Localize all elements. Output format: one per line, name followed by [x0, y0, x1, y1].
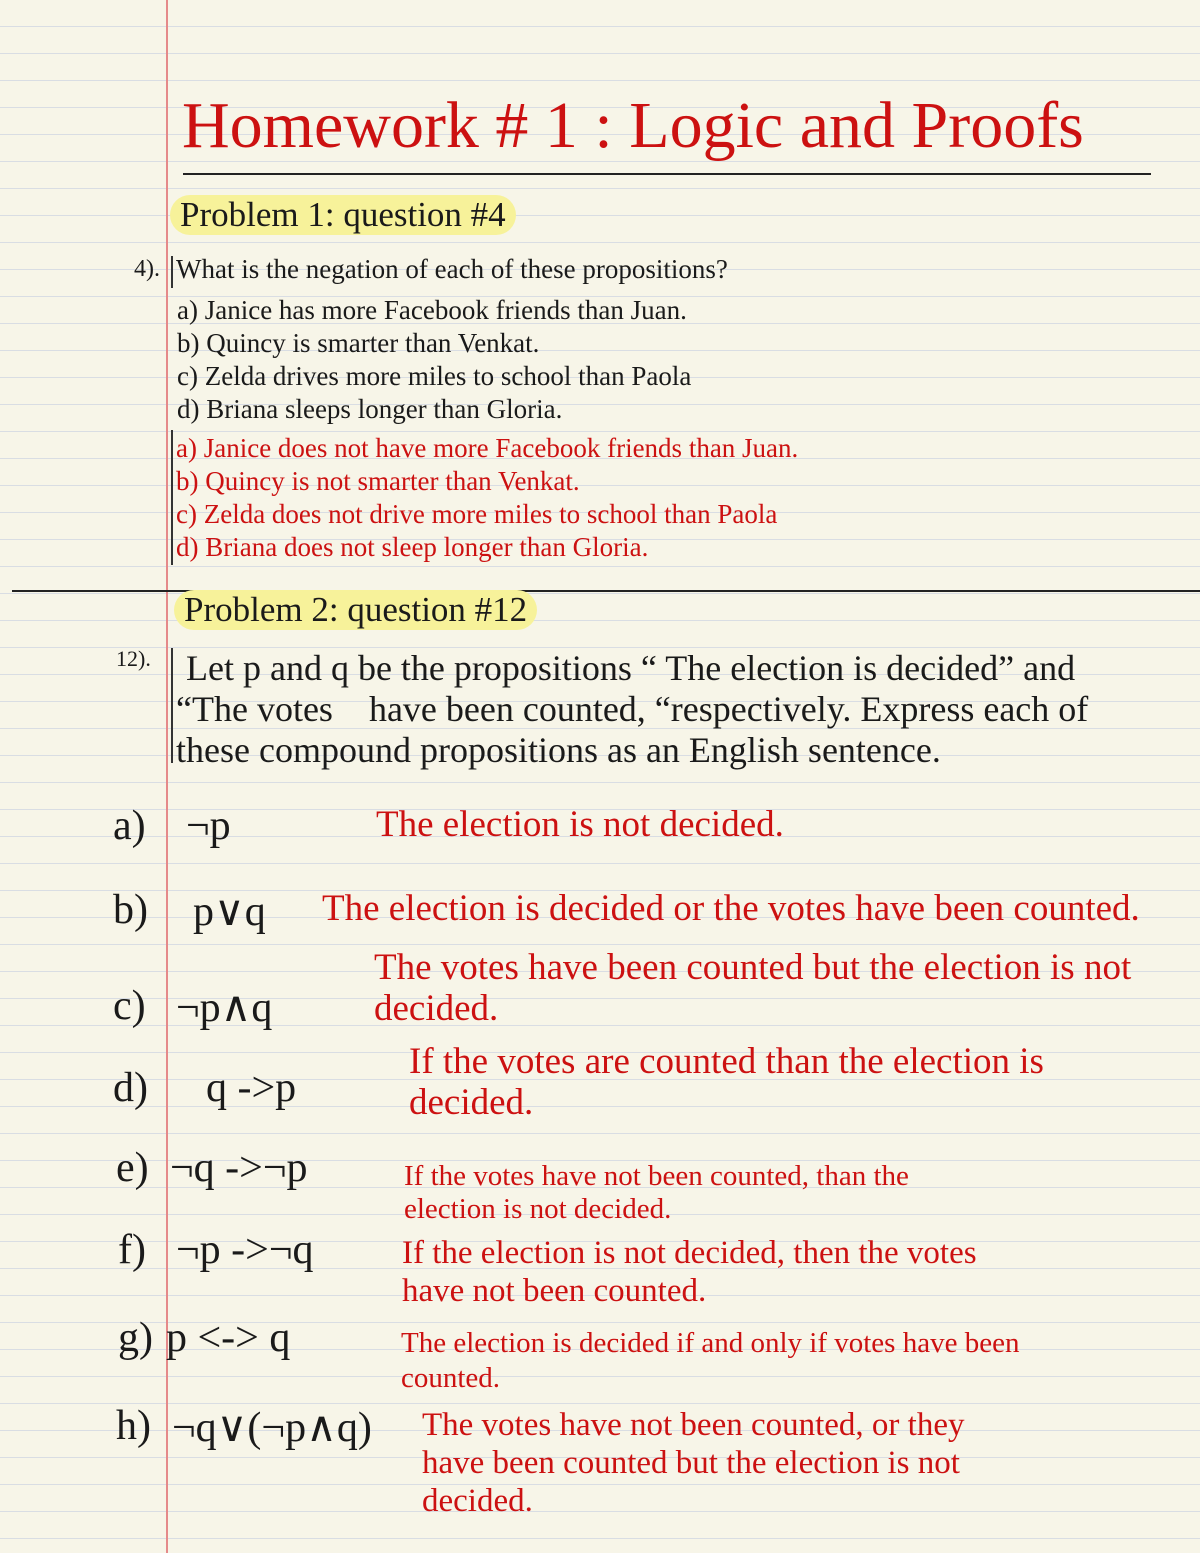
problem-2-number: 12). — [116, 646, 151, 671]
part-f-answer-line-1: If the election is not decided, then the votes — [402, 1235, 977, 1271]
problem-1-item-c: c) Zelda drives more miles to school than Paola — [177, 361, 692, 391]
part-c-answer-line-1: The votes have been counted but the election is not — [374, 947, 1132, 988]
part-h-expression: ¬q∨(¬p∧q) — [172, 1405, 372, 1451]
part-h-answer-line-2: have been counted but the election is not — [422, 1445, 960, 1481]
part-g-label: g) — [118, 1315, 153, 1361]
question-bracket — [171, 256, 173, 288]
part-b-expression: p∨q — [193, 889, 266, 935]
title-underline — [183, 173, 1151, 175]
part-a-expression: ¬p — [186, 803, 231, 849]
part-a-label: a) — [113, 803, 146, 849]
part-b-label: b) — [113, 887, 148, 933]
part-d-answer-line-2: decided. — [409, 1082, 534, 1123]
part-g-expression: p <-> q — [166, 1315, 291, 1361]
problem-2-question-line-2: “The votes have been counted, “respectively. Express each of — [176, 689, 1089, 729]
part-h-answer-line-3: decided. — [422, 1483, 533, 1519]
problem-1-answer-c: c) Zelda does not drive more miles to school than Paola — [176, 499, 778, 529]
part-f-answer-line-2: have not been counted. — [402, 1273, 707, 1309]
question-2-bracket — [171, 648, 173, 763]
problem-2-question-line-1: Let p and q be the propositions “ The election is decided” and — [186, 648, 1076, 688]
part-g-answer-line-2: counted. — [401, 1362, 501, 1394]
part-g-answer-line-1: The election is decided if and only if votes have been — [401, 1327, 1020, 1359]
problem-2-question-line-3: these compound propositions as an English sentence. — [176, 730, 941, 770]
problem-1-item-a: a) Janice has more Facebook friends than Juan. — [177, 295, 687, 325]
problem-1-heading: Problem 1: question #4 — [170, 195, 516, 235]
answer-bracket — [171, 430, 173, 565]
problem-2-heading: Problem 2: question #12 — [174, 590, 537, 630]
problem-1-item-d: d) Briana sleeps longer than Gloria. — [177, 394, 563, 424]
part-f-expression: ¬p ->¬q — [176, 1227, 314, 1273]
part-d-answer-line-1: If the votes are counted than the election is — [409, 1041, 1044, 1082]
problem-1-answer-b: b) Quincy is not smarter than Venkat. — [176, 466, 580, 496]
problem-1-question: What is the negation of each of these propositions? — [176, 254, 728, 284]
part-h-answer-line-1: The votes have not been counted, or they — [422, 1407, 965, 1443]
part-d-expression: q ->p — [206, 1065, 297, 1111]
part-e-label: e) — [116, 1145, 149, 1191]
part-e-answer-line-1: If the votes have not been counted, than the — [404, 1160, 909, 1192]
problem-1-answer-d: d) Briana does not sleep longer than Gloria. — [176, 532, 649, 562]
part-h-label: h) — [116, 1403, 151, 1449]
part-d-label: d) — [113, 1065, 148, 1111]
part-e-expression: ¬q ->¬p — [170, 1145, 308, 1191]
part-f-label: f) — [118, 1227, 146, 1273]
part-e-answer-line-2: election is not decided. — [404, 1193, 672, 1225]
problem-1-answer-a: a) Janice does not have more Facebook friends than Juan. — [176, 433, 799, 463]
part-c-expression: ¬p∧q — [176, 985, 273, 1031]
part-a-answer: The election is not decided. — [376, 804, 784, 845]
page-title: Homework # 1 : Logic and Proofs — [182, 89, 1084, 162]
part-c-answer-line-2: decided. — [374, 988, 499, 1029]
part-c-label: c) — [113, 983, 146, 1029]
problem-1-number: 4). — [134, 256, 160, 282]
part-b-answer: The election is decided or the votes have been counted. — [322, 888, 1140, 929]
problem-1-item-b: b) Quincy is smarter than Venkat. — [177, 328, 540, 358]
